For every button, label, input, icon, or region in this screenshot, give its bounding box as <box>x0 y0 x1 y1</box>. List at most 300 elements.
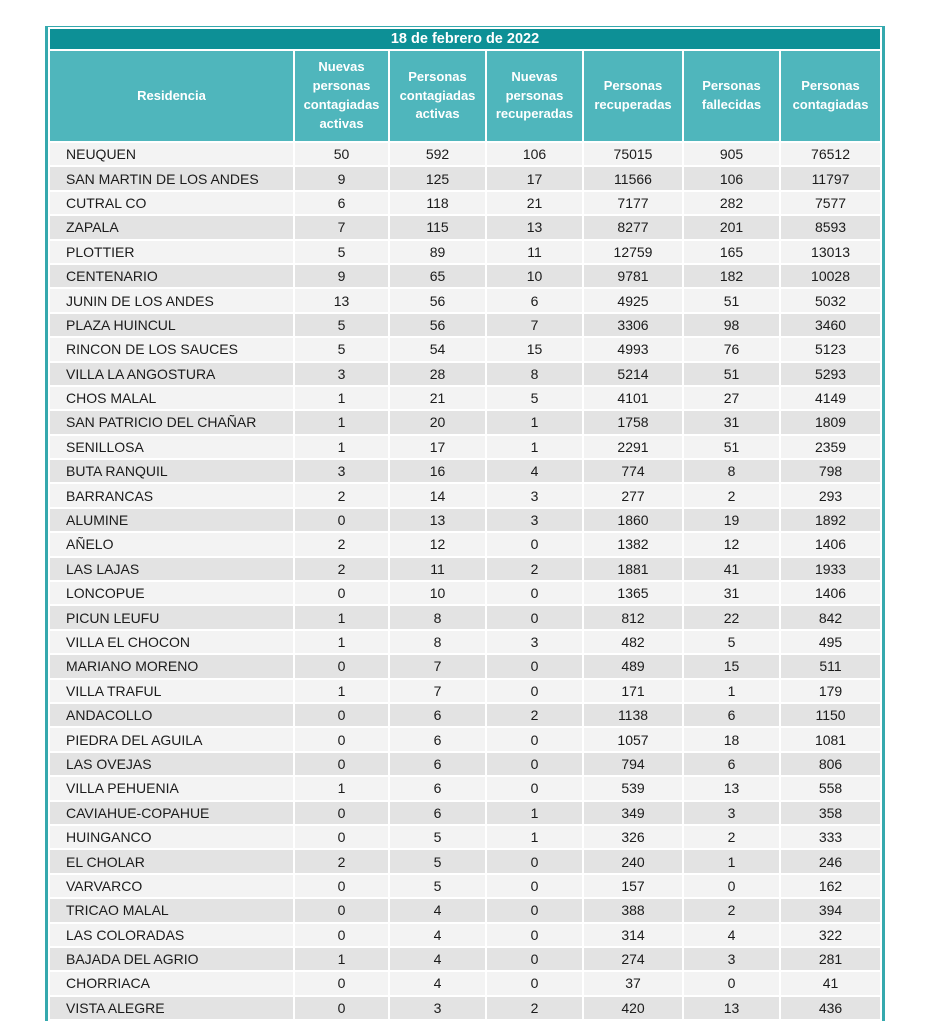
value-cell: 106 <box>487 143 582 165</box>
value-cell: 7177 <box>584 192 682 214</box>
value-cell: 1 <box>295 777 388 799</box>
column-header-2: Personas contagiadas activas <box>390 51 485 141</box>
value-cell: 76 <box>684 338 779 360</box>
value-cell: 89 <box>390 241 485 263</box>
value-cell: 9 <box>295 167 388 189</box>
value-cell: 905 <box>684 143 779 165</box>
residencia-cell: LONCOPUE <box>50 582 293 604</box>
value-cell: 7 <box>295 216 388 238</box>
residencia-cell: HUINGANCO <box>50 826 293 848</box>
column-header-6: Personas contagiadas <box>781 51 880 141</box>
value-cell: 1 <box>295 436 388 458</box>
value-cell: 0 <box>684 875 779 897</box>
value-cell: 322 <box>781 924 880 946</box>
residencia-cell: VILLA TRAFUL <box>50 680 293 702</box>
value-cell: 0 <box>295 997 388 1019</box>
value-cell: 2 <box>295 850 388 872</box>
value-cell: 75015 <box>584 143 682 165</box>
residencia-cell: BARRANCAS <box>50 484 293 506</box>
value-cell: 13 <box>390 509 485 531</box>
value-cell: 0 <box>684 972 779 994</box>
value-cell: 10 <box>487 265 582 287</box>
value-cell: 1 <box>295 631 388 653</box>
value-cell: 14 <box>390 484 485 506</box>
residencia-cell: LAS OVEJAS <box>50 753 293 775</box>
value-cell: 0 <box>487 533 582 555</box>
table-row <box>50 143 880 165</box>
value-cell: 17 <box>390 436 485 458</box>
value-cell: 1758 <box>584 411 682 433</box>
value-cell: 4 <box>390 948 485 970</box>
value-cell: 118 <box>390 192 485 214</box>
value-cell: 13 <box>295 289 388 311</box>
value-cell: 558 <box>781 777 880 799</box>
value-cell: 5 <box>390 826 485 848</box>
residencia-cell: TRICAO MALAL <box>50 899 293 921</box>
value-cell: 349 <box>584 802 682 824</box>
value-cell: 293 <box>781 484 880 506</box>
value-cell: 3 <box>390 997 485 1019</box>
residencia-cell: CUTRAL CO <box>50 192 293 214</box>
value-cell: 539 <box>584 777 682 799</box>
value-cell: 5293 <box>781 363 880 385</box>
value-cell: 5 <box>295 314 388 336</box>
residencia-cell: CHORRIACA <box>50 972 293 994</box>
value-cell: 3306 <box>584 314 682 336</box>
table-row <box>50 484 880 506</box>
value-cell: 179 <box>781 680 880 702</box>
value-cell: 28 <box>390 363 485 385</box>
value-cell: 314 <box>584 924 682 946</box>
value-cell: 436 <box>781 997 880 1019</box>
value-cell: 511 <box>781 655 880 677</box>
value-cell: 0 <box>487 680 582 702</box>
value-cell: 0 <box>487 924 582 946</box>
residencia-cell: NEUQUEN <box>50 143 293 165</box>
value-cell: 0 <box>295 582 388 604</box>
residencia-cell: RINCON DE LOS SAUCES <box>50 338 293 360</box>
value-cell: 13 <box>684 997 779 1019</box>
value-cell: 12 <box>684 533 779 555</box>
value-cell: 5 <box>390 850 485 872</box>
value-cell: 1860 <box>584 509 682 531</box>
value-cell: 1365 <box>584 582 682 604</box>
value-cell: 7577 <box>781 192 880 214</box>
value-cell: 5 <box>390 875 485 897</box>
residencia-cell: CENTENARIO <box>50 265 293 287</box>
value-cell: 2 <box>487 558 582 580</box>
value-cell: 6 <box>390 704 485 726</box>
value-cell: 0 <box>487 753 582 775</box>
value-cell: 3 <box>295 460 388 482</box>
value-cell: 8 <box>487 363 582 385</box>
table-row <box>50 387 880 409</box>
value-cell: 0 <box>295 655 388 677</box>
value-cell: 4 <box>390 899 485 921</box>
value-cell: 31 <box>684 582 779 604</box>
value-cell: 4149 <box>781 387 880 409</box>
residencia-cell: VARVARCO <box>50 875 293 897</box>
table-row <box>50 948 880 970</box>
value-cell: 22 <box>684 606 779 628</box>
value-cell: 0 <box>295 924 388 946</box>
value-cell: 1 <box>487 411 582 433</box>
value-cell: 0 <box>487 850 582 872</box>
table-row <box>50 265 880 287</box>
value-cell: 41 <box>684 558 779 580</box>
table-row <box>50 850 880 872</box>
residencia-cell: AÑELO <box>50 533 293 555</box>
value-cell: 6 <box>295 192 388 214</box>
value-cell: 2 <box>487 997 582 1019</box>
value-cell: 8 <box>390 631 485 653</box>
residencia-cell: LAS COLORADAS <box>50 924 293 946</box>
value-cell: 0 <box>295 802 388 824</box>
value-cell: 5 <box>684 631 779 653</box>
value-cell: 0 <box>295 826 388 848</box>
value-cell: 20 <box>390 411 485 433</box>
value-cell: 358 <box>781 802 880 824</box>
value-cell: 2 <box>684 826 779 848</box>
value-cell: 19 <box>684 509 779 531</box>
value-cell: 2 <box>487 704 582 726</box>
value-cell: 274 <box>584 948 682 970</box>
value-cell: 11 <box>390 558 485 580</box>
value-cell: 51 <box>684 363 779 385</box>
value-cell: 1081 <box>781 728 880 750</box>
residencia-cell: CHOS MALAL <box>50 387 293 409</box>
covid-report-table-container <box>45 26 885 1021</box>
value-cell: 11 <box>487 241 582 263</box>
residencia-cell: BAJADA DEL AGRIO <box>50 948 293 970</box>
column-header-4: Personas recuperadas <box>584 51 682 141</box>
value-cell: 21 <box>487 192 582 214</box>
value-cell: 56 <box>390 314 485 336</box>
value-cell: 3 <box>684 802 779 824</box>
table-row <box>50 216 880 238</box>
value-cell: 774 <box>584 460 682 482</box>
value-cell: 13013 <box>781 241 880 263</box>
table-row <box>50 241 880 263</box>
value-cell: 15 <box>684 655 779 677</box>
value-cell: 13 <box>684 777 779 799</box>
value-cell: 420 <box>584 997 682 1019</box>
value-cell: 3 <box>684 948 779 970</box>
value-cell: 157 <box>584 875 682 897</box>
value-cell: 388 <box>584 899 682 921</box>
value-cell: 592 <box>390 143 485 165</box>
value-cell: 4 <box>390 972 485 994</box>
value-cell: 162 <box>781 875 880 897</box>
residencia-cell: LAS LAJAS <box>50 558 293 580</box>
value-cell: 489 <box>584 655 682 677</box>
value-cell: 2 <box>295 484 388 506</box>
value-cell: 0 <box>487 899 582 921</box>
value-cell: 106 <box>684 167 779 189</box>
residencia-cell: BUTA RANQUIL <box>50 460 293 482</box>
value-cell: 6 <box>684 704 779 726</box>
value-cell: 171 <box>584 680 682 702</box>
value-cell: 1 <box>295 948 388 970</box>
table-row <box>50 680 880 702</box>
value-cell: 1057 <box>584 728 682 750</box>
value-cell: 798 <box>781 460 880 482</box>
value-cell: 6 <box>390 802 485 824</box>
column-header-row <box>50 51 880 141</box>
value-cell: 1881 <box>584 558 682 580</box>
value-cell: 2 <box>295 533 388 555</box>
value-cell: 13 <box>487 216 582 238</box>
value-cell: 240 <box>584 850 682 872</box>
value-cell: 812 <box>584 606 682 628</box>
value-cell: 3 <box>487 631 582 653</box>
value-cell: 1406 <box>781 533 880 555</box>
residencia-cell: CAVIAHUE-COPAHUE <box>50 802 293 824</box>
value-cell: 10 <box>390 582 485 604</box>
value-cell: 6 <box>390 728 485 750</box>
value-cell: 3 <box>487 509 582 531</box>
value-cell: 37 <box>584 972 682 994</box>
table-row <box>50 704 880 726</box>
value-cell: 98 <box>684 314 779 336</box>
table-row <box>50 314 880 336</box>
residencia-cell: ALUMINE <box>50 509 293 531</box>
title-row <box>50 29 880 49</box>
value-cell: 10028 <box>781 265 880 287</box>
table-row <box>50 411 880 433</box>
value-cell: 0 <box>295 899 388 921</box>
report-date-title: 18 de febrero de 2022 <box>50 29 880 49</box>
column-header-5: Personas fallecidas <box>684 51 779 141</box>
value-cell: 1 <box>295 606 388 628</box>
value-cell: 0 <box>487 972 582 994</box>
value-cell: 842 <box>781 606 880 628</box>
value-cell: 5 <box>295 241 388 263</box>
value-cell: 1 <box>487 436 582 458</box>
table-row <box>50 289 880 311</box>
table-row <box>50 655 880 677</box>
residencia-cell: SENILLOSA <box>50 436 293 458</box>
value-cell: 11797 <box>781 167 880 189</box>
column-header-residencia: Residencia <box>50 51 293 141</box>
value-cell: 2291 <box>584 436 682 458</box>
value-cell: 482 <box>584 631 682 653</box>
value-cell: 495 <box>781 631 880 653</box>
value-cell: 56 <box>390 289 485 311</box>
value-cell: 794 <box>584 753 682 775</box>
value-cell: 4101 <box>584 387 682 409</box>
value-cell: 5 <box>487 387 582 409</box>
value-cell: 1933 <box>781 558 880 580</box>
table-row <box>50 777 880 799</box>
value-cell: 8 <box>684 460 779 482</box>
residencia-cell: SAN PATRICIO DEL CHAÑAR <box>50 411 293 433</box>
table-row <box>50 582 880 604</box>
table-row <box>50 753 880 775</box>
value-cell: 326 <box>584 826 682 848</box>
value-cell: 6 <box>390 777 485 799</box>
value-cell: 7 <box>390 655 485 677</box>
value-cell: 1138 <box>584 704 682 726</box>
value-cell: 333 <box>781 826 880 848</box>
value-cell: 65 <box>390 265 485 287</box>
value-cell: 15 <box>487 338 582 360</box>
value-cell: 201 <box>684 216 779 238</box>
value-cell: 277 <box>584 484 682 506</box>
value-cell: 0 <box>487 948 582 970</box>
residencia-cell: JUNIN DE LOS ANDES <box>50 289 293 311</box>
value-cell: 0 <box>295 753 388 775</box>
value-cell: 3460 <box>781 314 880 336</box>
residencia-cell: PLOTTIER <box>50 241 293 263</box>
value-cell: 0 <box>295 875 388 897</box>
value-cell: 1150 <box>781 704 880 726</box>
table-row <box>50 728 880 750</box>
value-cell: 6 <box>390 753 485 775</box>
table-row <box>50 875 880 897</box>
value-cell: 8277 <box>584 216 682 238</box>
table-row <box>50 972 880 994</box>
value-cell: 0 <box>487 582 582 604</box>
value-cell: 0 <box>487 655 582 677</box>
value-cell: 4993 <box>584 338 682 360</box>
table-row <box>50 899 880 921</box>
value-cell: 76512 <box>781 143 880 165</box>
value-cell: 182 <box>684 265 779 287</box>
value-cell: 1892 <box>781 509 880 531</box>
value-cell: 18 <box>684 728 779 750</box>
value-cell: 125 <box>390 167 485 189</box>
value-cell: 54 <box>390 338 485 360</box>
value-cell: 6 <box>487 289 582 311</box>
value-cell: 0 <box>295 972 388 994</box>
value-cell: 4 <box>487 460 582 482</box>
value-cell: 0 <box>295 509 388 531</box>
value-cell: 394 <box>781 899 880 921</box>
table-row <box>50 997 880 1019</box>
value-cell: 9781 <box>584 265 682 287</box>
residencia-cell: PLAZA HUINCUL <box>50 314 293 336</box>
table-row <box>50 509 880 531</box>
value-cell: 16 <box>390 460 485 482</box>
value-cell: 8593 <box>781 216 880 238</box>
value-cell: 12759 <box>584 241 682 263</box>
value-cell: 246 <box>781 850 880 872</box>
value-cell: 1809 <box>781 411 880 433</box>
column-header-1: Nuevas personas contagiadas activas <box>295 51 388 141</box>
value-cell: 9 <box>295 265 388 287</box>
value-cell: 1406 <box>781 582 880 604</box>
value-cell: 31 <box>684 411 779 433</box>
value-cell: 1 <box>295 387 388 409</box>
value-cell: 5032 <box>781 289 880 311</box>
value-cell: 282 <box>684 192 779 214</box>
residencia-cell: VISTA ALEGRE <box>50 997 293 1019</box>
table-row <box>50 192 880 214</box>
value-cell: 1 <box>295 411 388 433</box>
value-cell: 7 <box>390 680 485 702</box>
residencia-cell: ANDACOLLO <box>50 704 293 726</box>
value-cell: 27 <box>684 387 779 409</box>
table-row <box>50 363 880 385</box>
residencia-cell: EL CHOLAR <box>50 850 293 872</box>
value-cell: 21 <box>390 387 485 409</box>
residencia-cell: PIEDRA DEL AGUILA <box>50 728 293 750</box>
column-header-3: Nuevas personas recuperadas <box>487 51 582 141</box>
residencia-cell: SAN MARTIN DE LOS ANDES <box>50 167 293 189</box>
value-cell: 1 <box>487 826 582 848</box>
value-cell: 3 <box>295 363 388 385</box>
value-cell: 2 <box>295 558 388 580</box>
residencia-cell: ZAPALA <box>50 216 293 238</box>
value-cell: 7 <box>487 314 582 336</box>
table-row <box>50 631 880 653</box>
value-cell: 0 <box>487 875 582 897</box>
value-cell: 4925 <box>584 289 682 311</box>
residencia-cell: PICUN LEUFU <box>50 606 293 628</box>
value-cell: 1 <box>487 802 582 824</box>
table-row <box>50 167 880 189</box>
table-row <box>50 802 880 824</box>
value-cell: 4 <box>684 924 779 946</box>
covid-report-table <box>48 27 882 1021</box>
residencia-cell: MARIANO MORENO <box>50 655 293 677</box>
table-row <box>50 558 880 580</box>
value-cell: 806 <box>781 753 880 775</box>
value-cell: 6 <box>684 753 779 775</box>
value-cell: 1382 <box>584 533 682 555</box>
value-cell: 0 <box>487 728 582 750</box>
value-cell: 1 <box>295 680 388 702</box>
value-cell: 51 <box>684 436 779 458</box>
value-cell: 2 <box>684 484 779 506</box>
value-cell: 41 <box>781 972 880 994</box>
table-row <box>50 436 880 458</box>
value-cell: 0 <box>295 728 388 750</box>
table-row <box>50 338 880 360</box>
value-cell: 17 <box>487 167 582 189</box>
value-cell: 8 <box>390 606 485 628</box>
value-cell: 11566 <box>584 167 682 189</box>
table-row <box>50 826 880 848</box>
value-cell: 5123 <box>781 338 880 360</box>
residencia-cell: VILLA EL CHOCON <box>50 631 293 653</box>
table-row <box>50 606 880 628</box>
table-row <box>50 924 880 946</box>
value-cell: 12 <box>390 533 485 555</box>
value-cell: 3 <box>487 484 582 506</box>
table-head <box>50 29 880 141</box>
value-cell: 281 <box>781 948 880 970</box>
table-row <box>50 460 880 482</box>
residencia-cell: VILLA LA ANGOSTURA <box>50 363 293 385</box>
residencia-cell: VILLA PEHUENIA <box>50 777 293 799</box>
table-row <box>50 533 880 555</box>
value-cell: 2 <box>684 899 779 921</box>
value-cell: 50 <box>295 143 388 165</box>
value-cell: 0 <box>487 606 582 628</box>
value-cell: 0 <box>295 704 388 726</box>
value-cell: 2359 <box>781 436 880 458</box>
value-cell: 165 <box>684 241 779 263</box>
value-cell: 115 <box>390 216 485 238</box>
value-cell: 0 <box>487 777 582 799</box>
value-cell: 51 <box>684 289 779 311</box>
value-cell: 5 <box>295 338 388 360</box>
table-body <box>50 143 880 1019</box>
value-cell: 1 <box>684 680 779 702</box>
value-cell: 5214 <box>584 363 682 385</box>
